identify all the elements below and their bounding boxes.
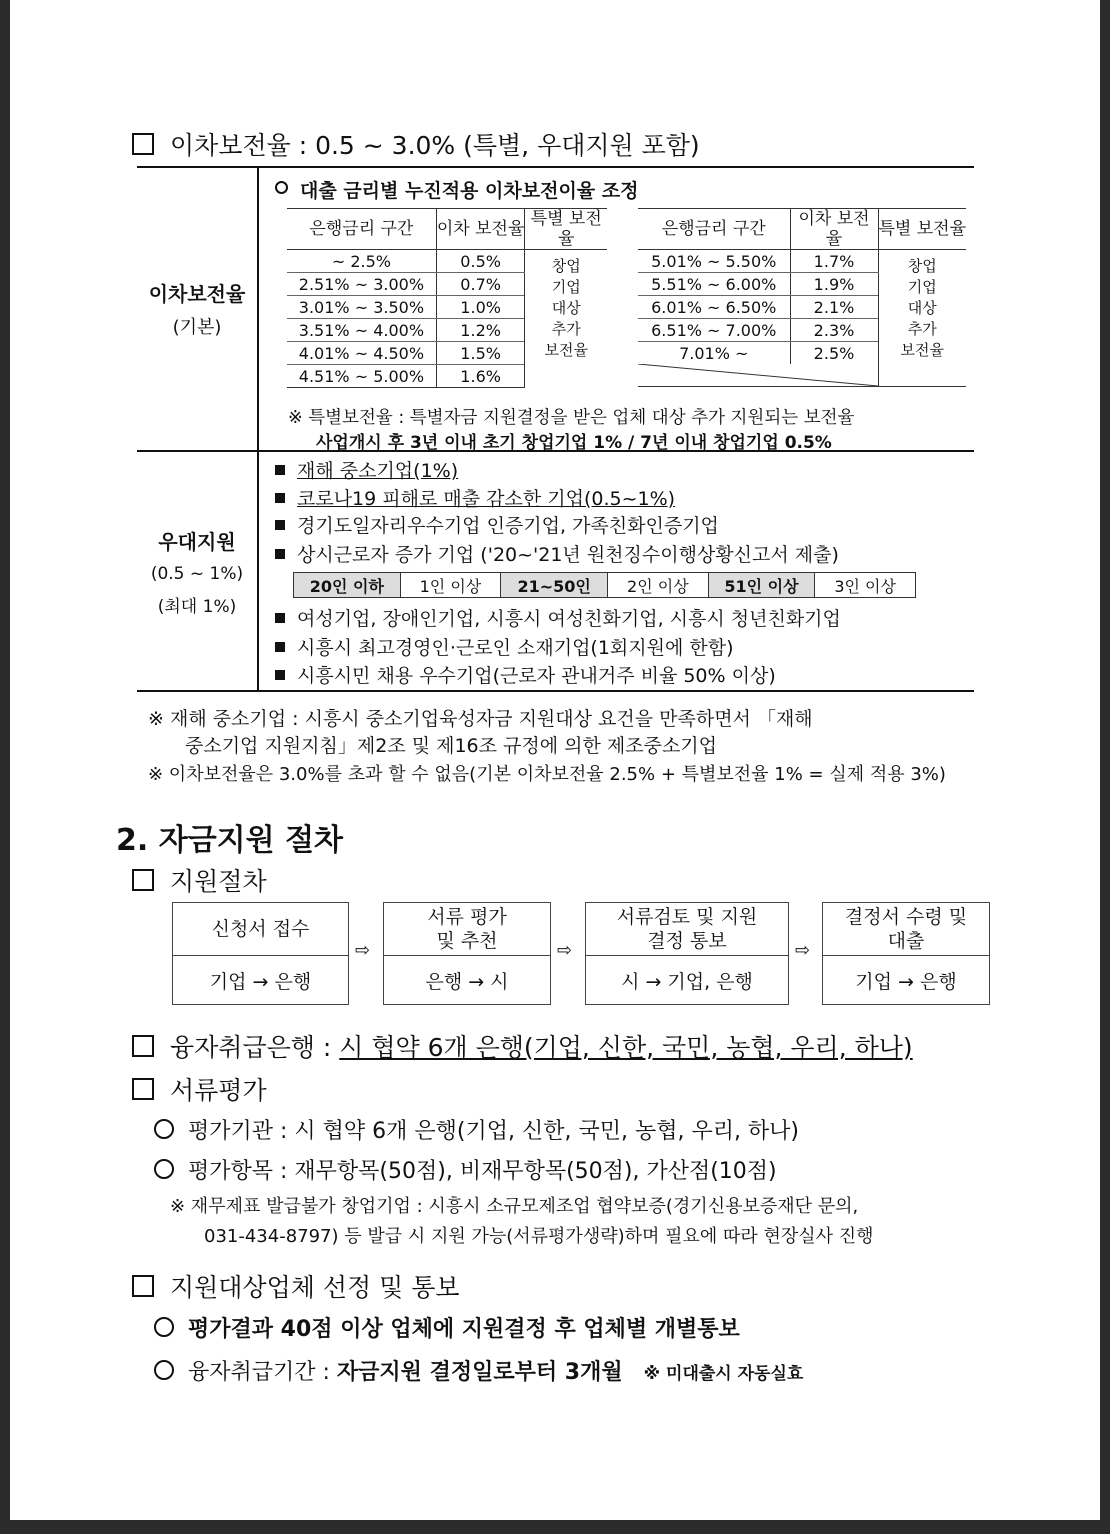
rate-value: 1.6%: [436, 365, 525, 388]
table-column-divider: [257, 168, 259, 692]
rate-value: 1.0%: [436, 296, 525, 319]
banks-value: 시 협약 6개 은행(기업, 신한, 국민, 농협, 우리, 하나): [339, 1033, 913, 1062]
preferred-sub-1: (0.5 ~ 1%): [150, 564, 244, 584]
left-frame: [0, 0, 10, 1534]
preferred-label: 우대지원: [158, 530, 236, 554]
step-1-box: [172, 902, 349, 1005]
arrow-right-icon: ⇨: [355, 940, 371, 961]
rate-value: 1.7%: [790, 250, 878, 273]
basic-rate-sub: (기본): [172, 317, 222, 338]
rate-heading: 이차보전율 : 0.5 ~ 3.0% (특별, 우대지원 포함): [132, 126, 700, 162]
footnote-1a: ※ 재해 중소기업 : 시흥시 중소기업육성자금 지원대상 요건을 만족하면서 「재해: [148, 708, 813, 730]
circle-bullet-icon: [154, 1317, 174, 1337]
step-1-title: 신청서 접수: [173, 903, 348, 956]
header-rate: 이차 보전율: [436, 209, 525, 250]
step-4-box: [822, 902, 990, 1005]
staff-size: 20인 이하: [294, 573, 401, 598]
rate-range: 4.01% ~ 4.50%: [287, 342, 436, 365]
rate-range: 7.01% ~: [679, 343, 749, 363]
step-1-flow: 기업 → 은행: [209, 970, 312, 993]
rate-table-left: [287, 208, 607, 388]
preferred-sub-2: (최대 1%): [157, 597, 237, 617]
square-bullet-icon: [275, 493, 285, 503]
square-bullet-icon: [275, 465, 285, 475]
preferred-item-3: 경기도일자리우수기업 인증기업, 가족친화인증기업: [275, 511, 719, 538]
basic-rate-label: 이차보전율: [148, 282, 246, 306]
step-3-box: [585, 902, 789, 1005]
preferred-item-5: 여성기업, 장애인기업, 시흥시 여성친화기업, 시흥시 청년친화기업: [275, 604, 841, 631]
rate-range: 2.51% ~ 3.00%: [287, 273, 436, 296]
preferred-item-7: 시흥시민 채용 우수기업(근로자 관내거주 비율 50% 이상): [275, 661, 776, 688]
evaluation-heading: 서류평가: [132, 1071, 267, 1107]
rate-range: 6.01% ~ 6.50%: [638, 296, 790, 319]
rate-range: 5.01% ~ 5.50%: [638, 250, 790, 273]
step-4-title: 결정서 수령 및 대출: [823, 903, 989, 956]
square-bullet-icon: [275, 549, 285, 559]
rate-range: 4.51% ~ 5.00%: [287, 365, 436, 388]
header-special: 특별 보전율: [878, 209, 966, 250]
diagonal-line: [638, 364, 878, 386]
special-note-2: 사업개시 후 3년 이내 초기 창업기업 1% / 7년 이내 창업기업 0.5%: [316, 433, 832, 453]
step-3-title: 서류검토 및 지원결정 통보: [586, 903, 788, 956]
selection-heading: 지원대상업체 선정 및 통보: [132, 1268, 460, 1304]
preferred-item-4: 상시근로자 증가 기업 ('20~'21년 원천징수이행상황신고서 제출): [275, 540, 839, 567]
rate-value: 0.7%: [436, 273, 525, 296]
checkbox-square-icon: [132, 1035, 154, 1057]
staff-size: 51인 이상: [708, 573, 815, 598]
step-2-flow: 은행 → 시: [425, 970, 509, 993]
procedure-title: 2. 자금지원 절차: [116, 823, 344, 858]
preferred-item-1: 재해 중소기업(1%): [275, 456, 458, 483]
staff-increase: 1인 이상: [400, 573, 501, 598]
header-special: 특별 보전율: [525, 209, 607, 250]
checkbox-square-icon: [132, 869, 154, 891]
special-note-1: ※ 특별보전율 : 특별자금 지원결정을 받은 업체 대상 추가 지원되는 보전율: [288, 408, 855, 428]
rate-value: 2.5%: [790, 342, 878, 365]
table-bottom-rule: [137, 690, 974, 692]
special-rate-cell: 창업 기업 대상 추가 보전율: [878, 250, 966, 387]
selection-item-2: 융자취급기간 : 자금지원 결정일로부터 3개월 ※ 미대출시 자동실효: [154, 1355, 803, 1386]
staff-increase-table: [293, 572, 916, 598]
rate-range: 5.51% ~ 6.00%: [638, 273, 790, 296]
rate-range: 3.01% ~ 3.50%: [287, 296, 436, 319]
staff-increase: 3인 이상: [815, 573, 916, 598]
rate-value: 1.5%: [436, 342, 525, 365]
right-frame: [1100, 0, 1110, 1534]
evaluation-org: 평가기관 : 시 협약 6개 은행(기업, 신한, 국민, 농협, 우리, 하나): [154, 1114, 799, 1145]
circle-bullet-icon: [154, 1360, 174, 1380]
rate-table-right: [638, 208, 966, 387]
table-top-rule: [137, 166, 974, 168]
banks-line: 융자취급은행 : 시 협약 6개 은행(기업, 신한, 국민, 농협, 우리, 하나): [132, 1028, 913, 1064]
rate-value: 2.3%: [790, 319, 878, 342]
checkbox-square-icon: [132, 1078, 154, 1100]
step-4-flow: 기업 → 은행: [855, 970, 957, 993]
header-bank-rate: 은행금리 구간: [638, 209, 790, 250]
header-rate: 이차 보전율: [790, 209, 878, 250]
rate-range: 6.51% ~ 7.00%: [638, 319, 790, 342]
empty-diagonal-cell: [638, 364, 878, 387]
arrow-right-icon: ⇨: [557, 940, 573, 961]
step-2-title: 서류 평가 및 추천: [384, 903, 550, 956]
footnote-1b: 중소기업 지원지침」제2조 및 제16조 규정에 의한 제조중소기업: [185, 735, 717, 757]
bottom-frame: [10, 1520, 1100, 1534]
square-bullet-icon: [275, 642, 285, 652]
footnote-2: ※ 이차보전율은 3.0%를 초과 할 수 없음(기본 이차보전율 2.5% + 특별보전율 1% = 실제 적용 3%): [148, 764, 946, 785]
square-bullet-icon: [275, 670, 285, 680]
staff-size: 21~50인: [501, 573, 608, 598]
rate-range: ~ 2.5%: [287, 250, 436, 273]
procedure-subheading: 지원절차: [132, 862, 267, 898]
circle-bullet-icon: [154, 1119, 174, 1139]
preferred-item-2: 코로나19 피해로 매출 감소한 기업(0.5~1%): [275, 484, 675, 511]
staff-increase: 2인 이상: [608, 573, 709, 598]
circle-bullet-icon: [154, 1159, 174, 1179]
arrow-right-icon: ⇨: [795, 940, 811, 961]
evaluation-note-2: 031-434-8797) 등 발급 시 지원 가능(서류평가생략)하며 필요에 따라 현장실사 진행: [204, 1226, 874, 1247]
square-bullet-icon: [275, 613, 285, 623]
evaluation-items: 평가항목 : 재무항목(50점), 비재무항목(50점), 가산점(10점): [154, 1154, 777, 1185]
checkbox-square-icon: [132, 133, 154, 155]
step-2-box: [383, 902, 551, 1005]
rate-value: 1.2%: [436, 319, 525, 342]
preferred-item-6: 시흥시 최고경영인·근로인 소재기업(1회지원에 한함): [275, 633, 734, 660]
basic-bullet: 대출 금리별 누진적용 이차보전이율 조정: [275, 176, 638, 203]
square-bullet-icon: [275, 520, 285, 530]
checkbox-square-icon: [132, 1275, 154, 1297]
special-rate-cell: 창업 기업 대상 추가 보전율: [525, 250, 607, 388]
selection-item-1: 평가결과 40점 이상 업체에 지원결정 후 업체별 개별통보: [154, 1312, 740, 1343]
rate-range: 3.51% ~ 4.00%: [287, 319, 436, 342]
rate-value: 0.5%: [436, 250, 525, 273]
rate-value: 2.1%: [790, 296, 878, 319]
circle-bullet-icon: [275, 181, 288, 194]
step-3-flow: 시 → 기업, 은행: [621, 970, 753, 993]
header-bank-rate: 은행금리 구간: [287, 209, 436, 250]
evaluation-note-1: ※ 재무제표 발급불가 창업기업 : 시흥시 소규모제조업 협약보증(경기신용보증재단 문의,: [170, 1196, 859, 1217]
rate-value: 1.9%: [790, 273, 878, 296]
